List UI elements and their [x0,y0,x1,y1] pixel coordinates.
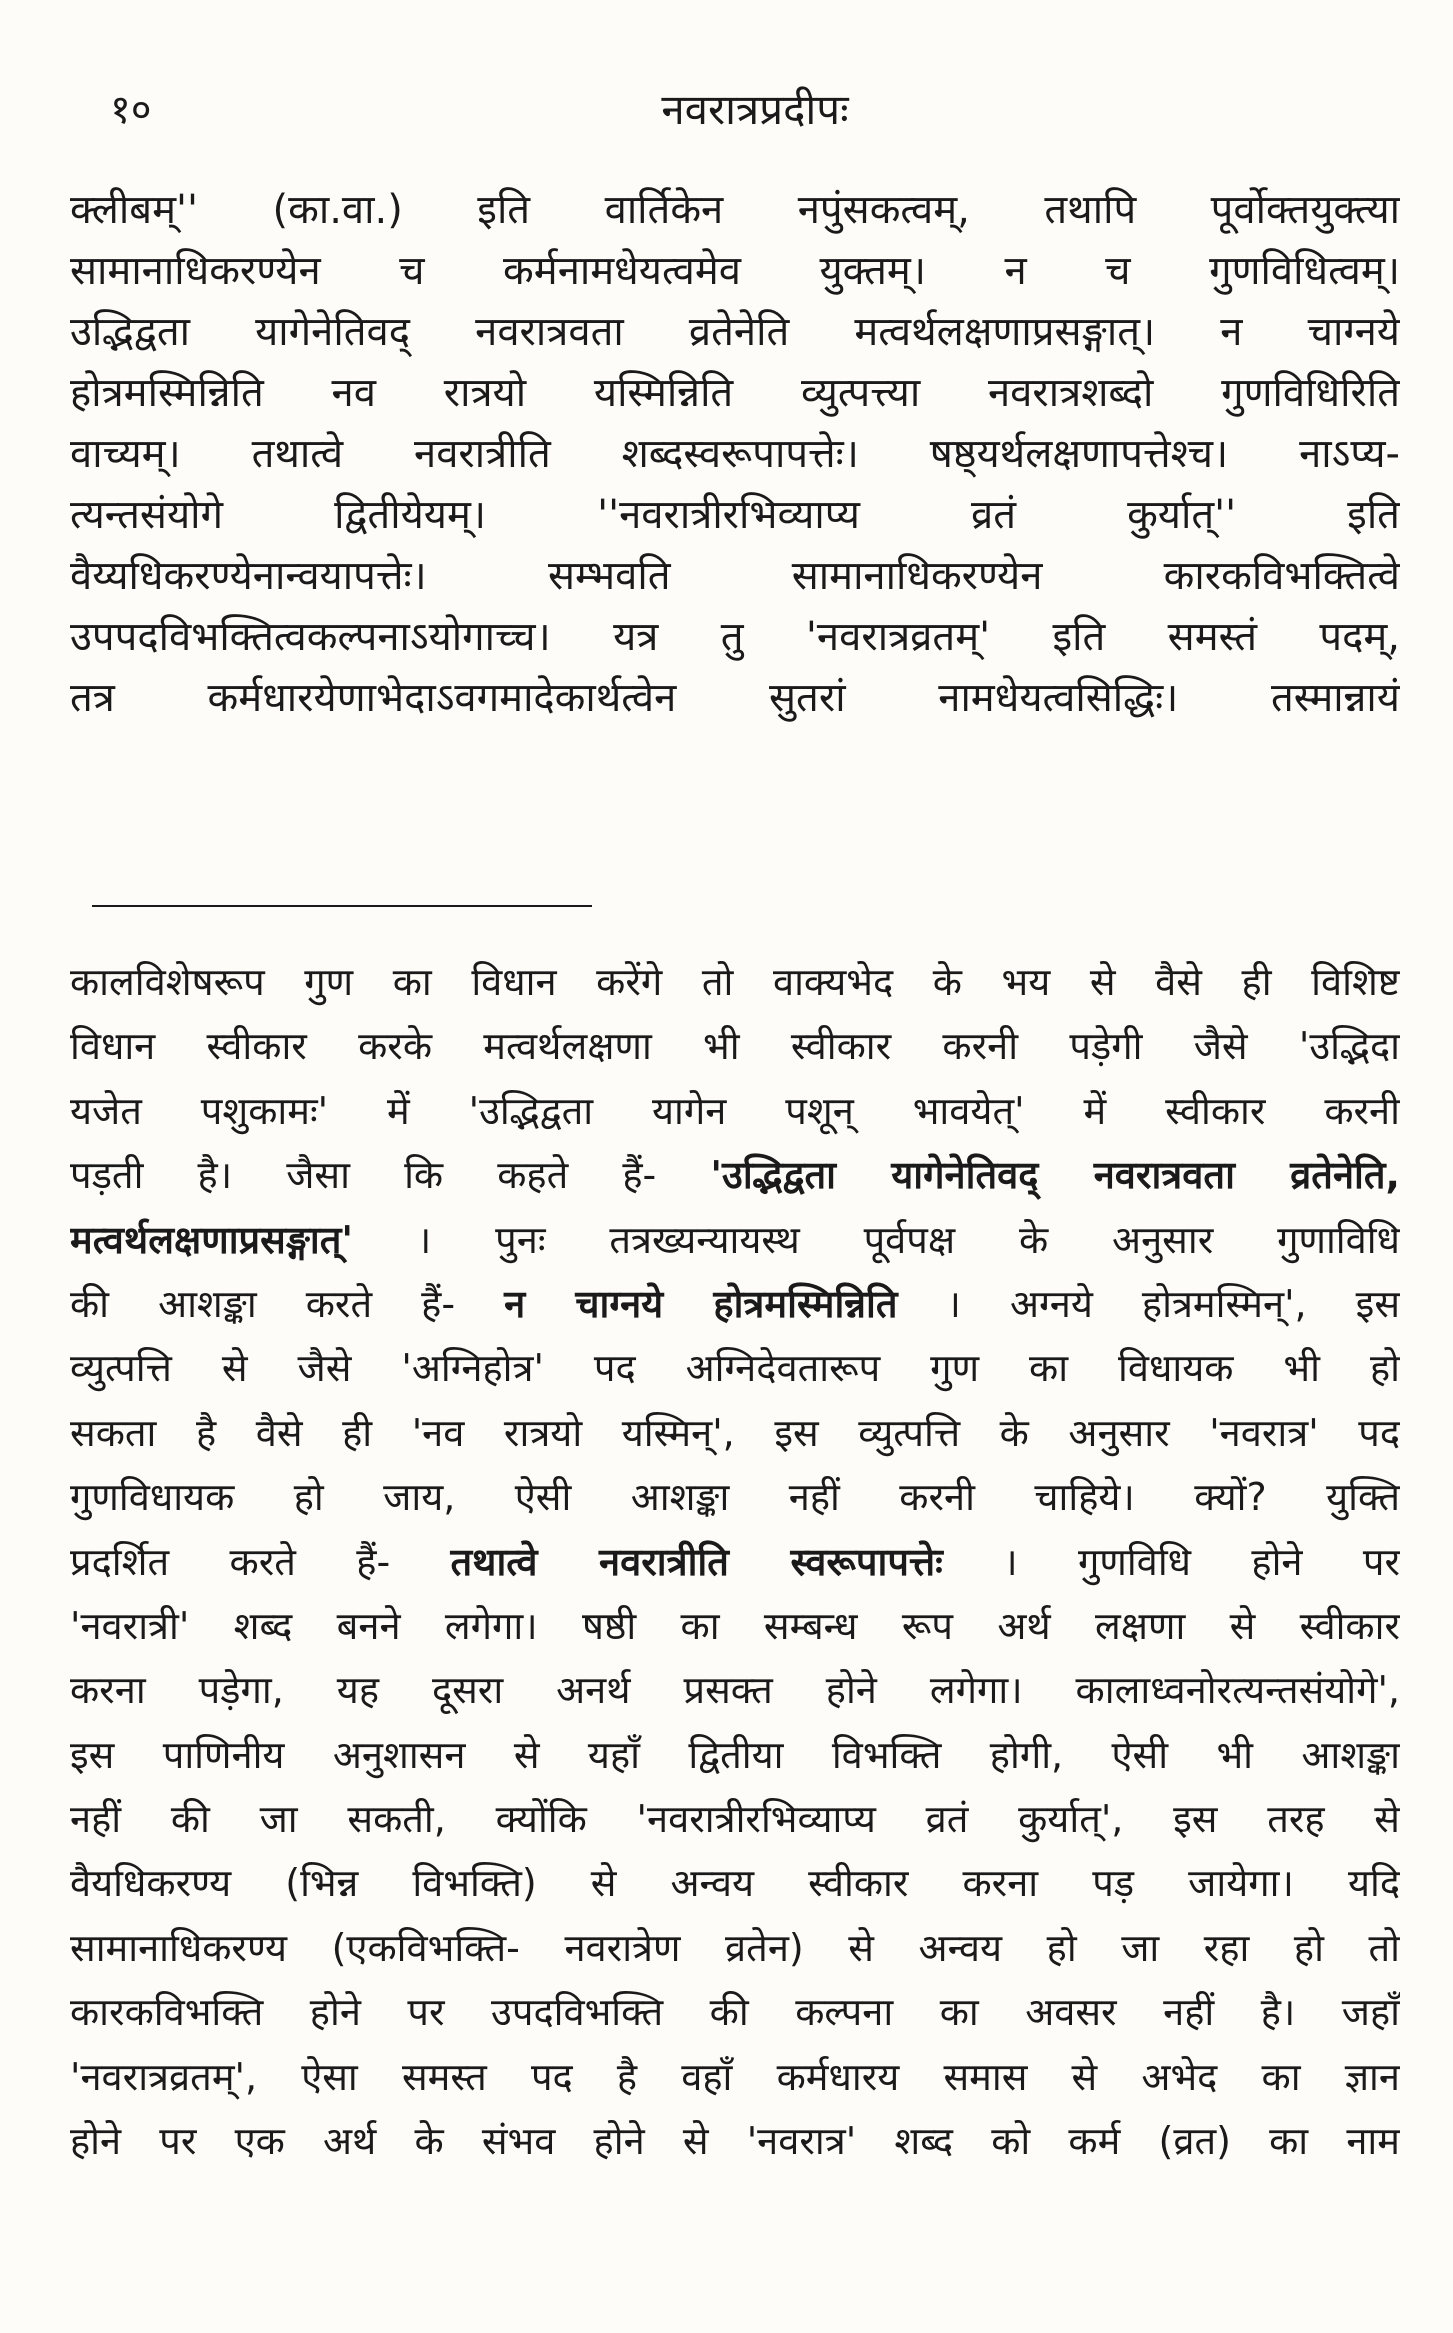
hindi-text: । अग्नये होत्रमस्मिन्', इस [897,1281,1400,1326]
hindi-line [70,1530,1400,1594]
hindi-line: नहीं की जा सकती, क्योंकि 'नवरात्रीरभिव्याप्य व्रतं कुर्यात्', इस तरह से [70,1797,1400,1842]
hindi-line: इस पाणिनीय अनुशासन से यहाँ द्वितीया विभक्ति होगी, ऐसी भी आशङ्का [70,1732,1400,1777]
hindi-line [70,1208,1400,1272]
bold-quote: मत्वर्थलक्षणाप्रसङ्गात्' [70,1217,354,1262]
hindi-line [70,1143,1400,1207]
hindi-line: सामानाधिकरण्य (एकविभक्ति- नवरात्रेण व्रतेन) से अन्वय हो जा रहा हो तो [70,1925,1400,1970]
page-header [110,80,1400,160]
running-title: नवरात्रप्रदीपः [661,85,849,134]
hindi-line: वैयधिकरण्य (भिन्न विभक्ति) से अन्वय स्वीकार करना पड़ जायेगा। यदि [70,1861,1400,1906]
sanskrit-line: त्यन्तसंयोगे द्वितीयेयम्। ''नवरात्रीरभिव्याप्य व्रतं कुर्यात्'' इति [70,492,1400,538]
hindi-line: व्युत्पत्ति से जैसे 'अग्निहोत्र' पद अग्निदेवतारूप गुण का विधायक भी हो [70,1346,1400,1391]
sanskrit-line: तत्र कर्मधारयेणाभेदाऽवगमादेकार्थत्वेन सुतरां नामधेयत्वसिद्धिः। तस्मान्नायं [70,675,1400,721]
page-number: १० [110,87,152,133]
hindi-line: यजेत पशुकामः' में 'उद्भिद्वता यागेन पशून् भावयेत्' में स्वीकार करनी [70,1088,1400,1133]
sanskrit-line: सामानाधिकरण्येन च कर्मनामधेयत्वमेव युक्तम्। न च गुणविधित्वम्। [70,248,1400,294]
hindi-line: कारकविभक्ति होने पर उपदविभक्ति की कल्पना का अवसर नहीं है। जहाँ [70,1990,1400,2035]
hindi-text: । गुणविधि होने पर [942,1539,1400,1584]
bold-quote: न चाग्नये होत्रमस्मिन्निति [504,1281,898,1326]
sanskrit-line: उपपदविभक्तित्वकल्पनाऽयोगाच्च। यत्र तु 'नवरात्रव्रतम्' इति समस्तं पदम्, [70,614,1400,660]
sanskrit-line: क्लीबम्'' (का.वा.) इति वार्तिकेन नपुंसकत्वम्, तथापि पूर्वोक्तयुक्त्या [70,187,1400,233]
hindi-line: कालविशेषरूप गुण का विधान करेंगे तो वाक्यभेद के भय से वैसे ही विशिष्ट [70,960,1400,1004]
hindi-line: सकता है वैसे ही 'नव रात्रयो यस्मिन्', इस व्युत्पत्ति के अनुसार 'नवरात्र' पद [70,1410,1400,1455]
hindi-commentary-block [70,950,1400,2173]
sanskrit-line: उद्भिद्वता यागेनेतिवद् नवरात्रवता व्रतेनेति मत्वर्थलक्षणाप्रसङ्गात्। न चाग्नये [70,309,1400,355]
sanskrit-line: वैय्यधिकरण्येनान्वयापत्तेः। सम्भवति सामानाधिकरण्येन कारकविभक्तित्वे [70,553,1400,599]
hindi-line: विधान स्वीकार करके मत्वर्थलक्षणा भी स्वीकार करनी पड़ेगी जैसे 'उद्भिदा [70,1024,1400,1069]
bold-quote: तथात्वे नवरात्रीति स्वरूपापत्तेः [450,1539,943,1584]
separator-rule [92,905,592,907]
hindi-text: पड़ती है। जैसा कि कहते हैं- [70,1153,711,1198]
bold-quote: 'उद्भिद्वता यागेनेतिवद् नवरात्रवता व्रतेनेति, [710,1153,1400,1198]
hindi-line: 'नवरात्रव्रतम्', ऐसा समस्त पद है वहाँ कर्मधारय समास से अभेद का ज्ञान [70,2054,1400,2099]
hindi-line: होने पर एक अर्थ के संभव होने से 'नवरात्र' शब्द को कर्म (व्रत) का नाम [70,2119,1400,2164]
hindi-text: प्रदर्शित करते हैं- [70,1539,451,1584]
sanskrit-text-block [70,180,1400,729]
hindi-line: 'नवरात्री' शब्द बनने लगेगा। षष्ठी का सम्बन्ध रूप अर्थ लक्षणा से स्वीकार [70,1603,1400,1648]
sanskrit-line: होत्रमस्मिन्निति नव रात्रयो यस्मिन्निति व्युत्पत्त्या नवरात्रशब्दो गुणविधिरिति [70,370,1400,416]
hindi-line: गुणविधायक हो जाय, ऐसी आशङ्का नहीं करनी चाहिये। क्यों? युक्ति [70,1475,1400,1520]
hindi-line [70,1272,1400,1336]
hindi-text: की आशङ्का करते हैं- [70,1281,505,1326]
sanskrit-line: वाच्यम्। तथात्वे नवरात्रीति शब्दस्वरूपापत्तेः। षष्ठ्यर्थलक्षणापत्तेश्च। नाऽप्य- [70,431,1400,477]
hindi-line: करना पड़ेगा, यह दूसरा अनर्थ प्रसक्त होने लगेगा। कालाध्वनोरत्यन्तसंयोगे', [70,1668,1400,1713]
hindi-text: । पुनः तत्रख्यन्यायस्थ पूर्वपक्ष के अनुसार गुणाविधि [353,1217,1400,1262]
